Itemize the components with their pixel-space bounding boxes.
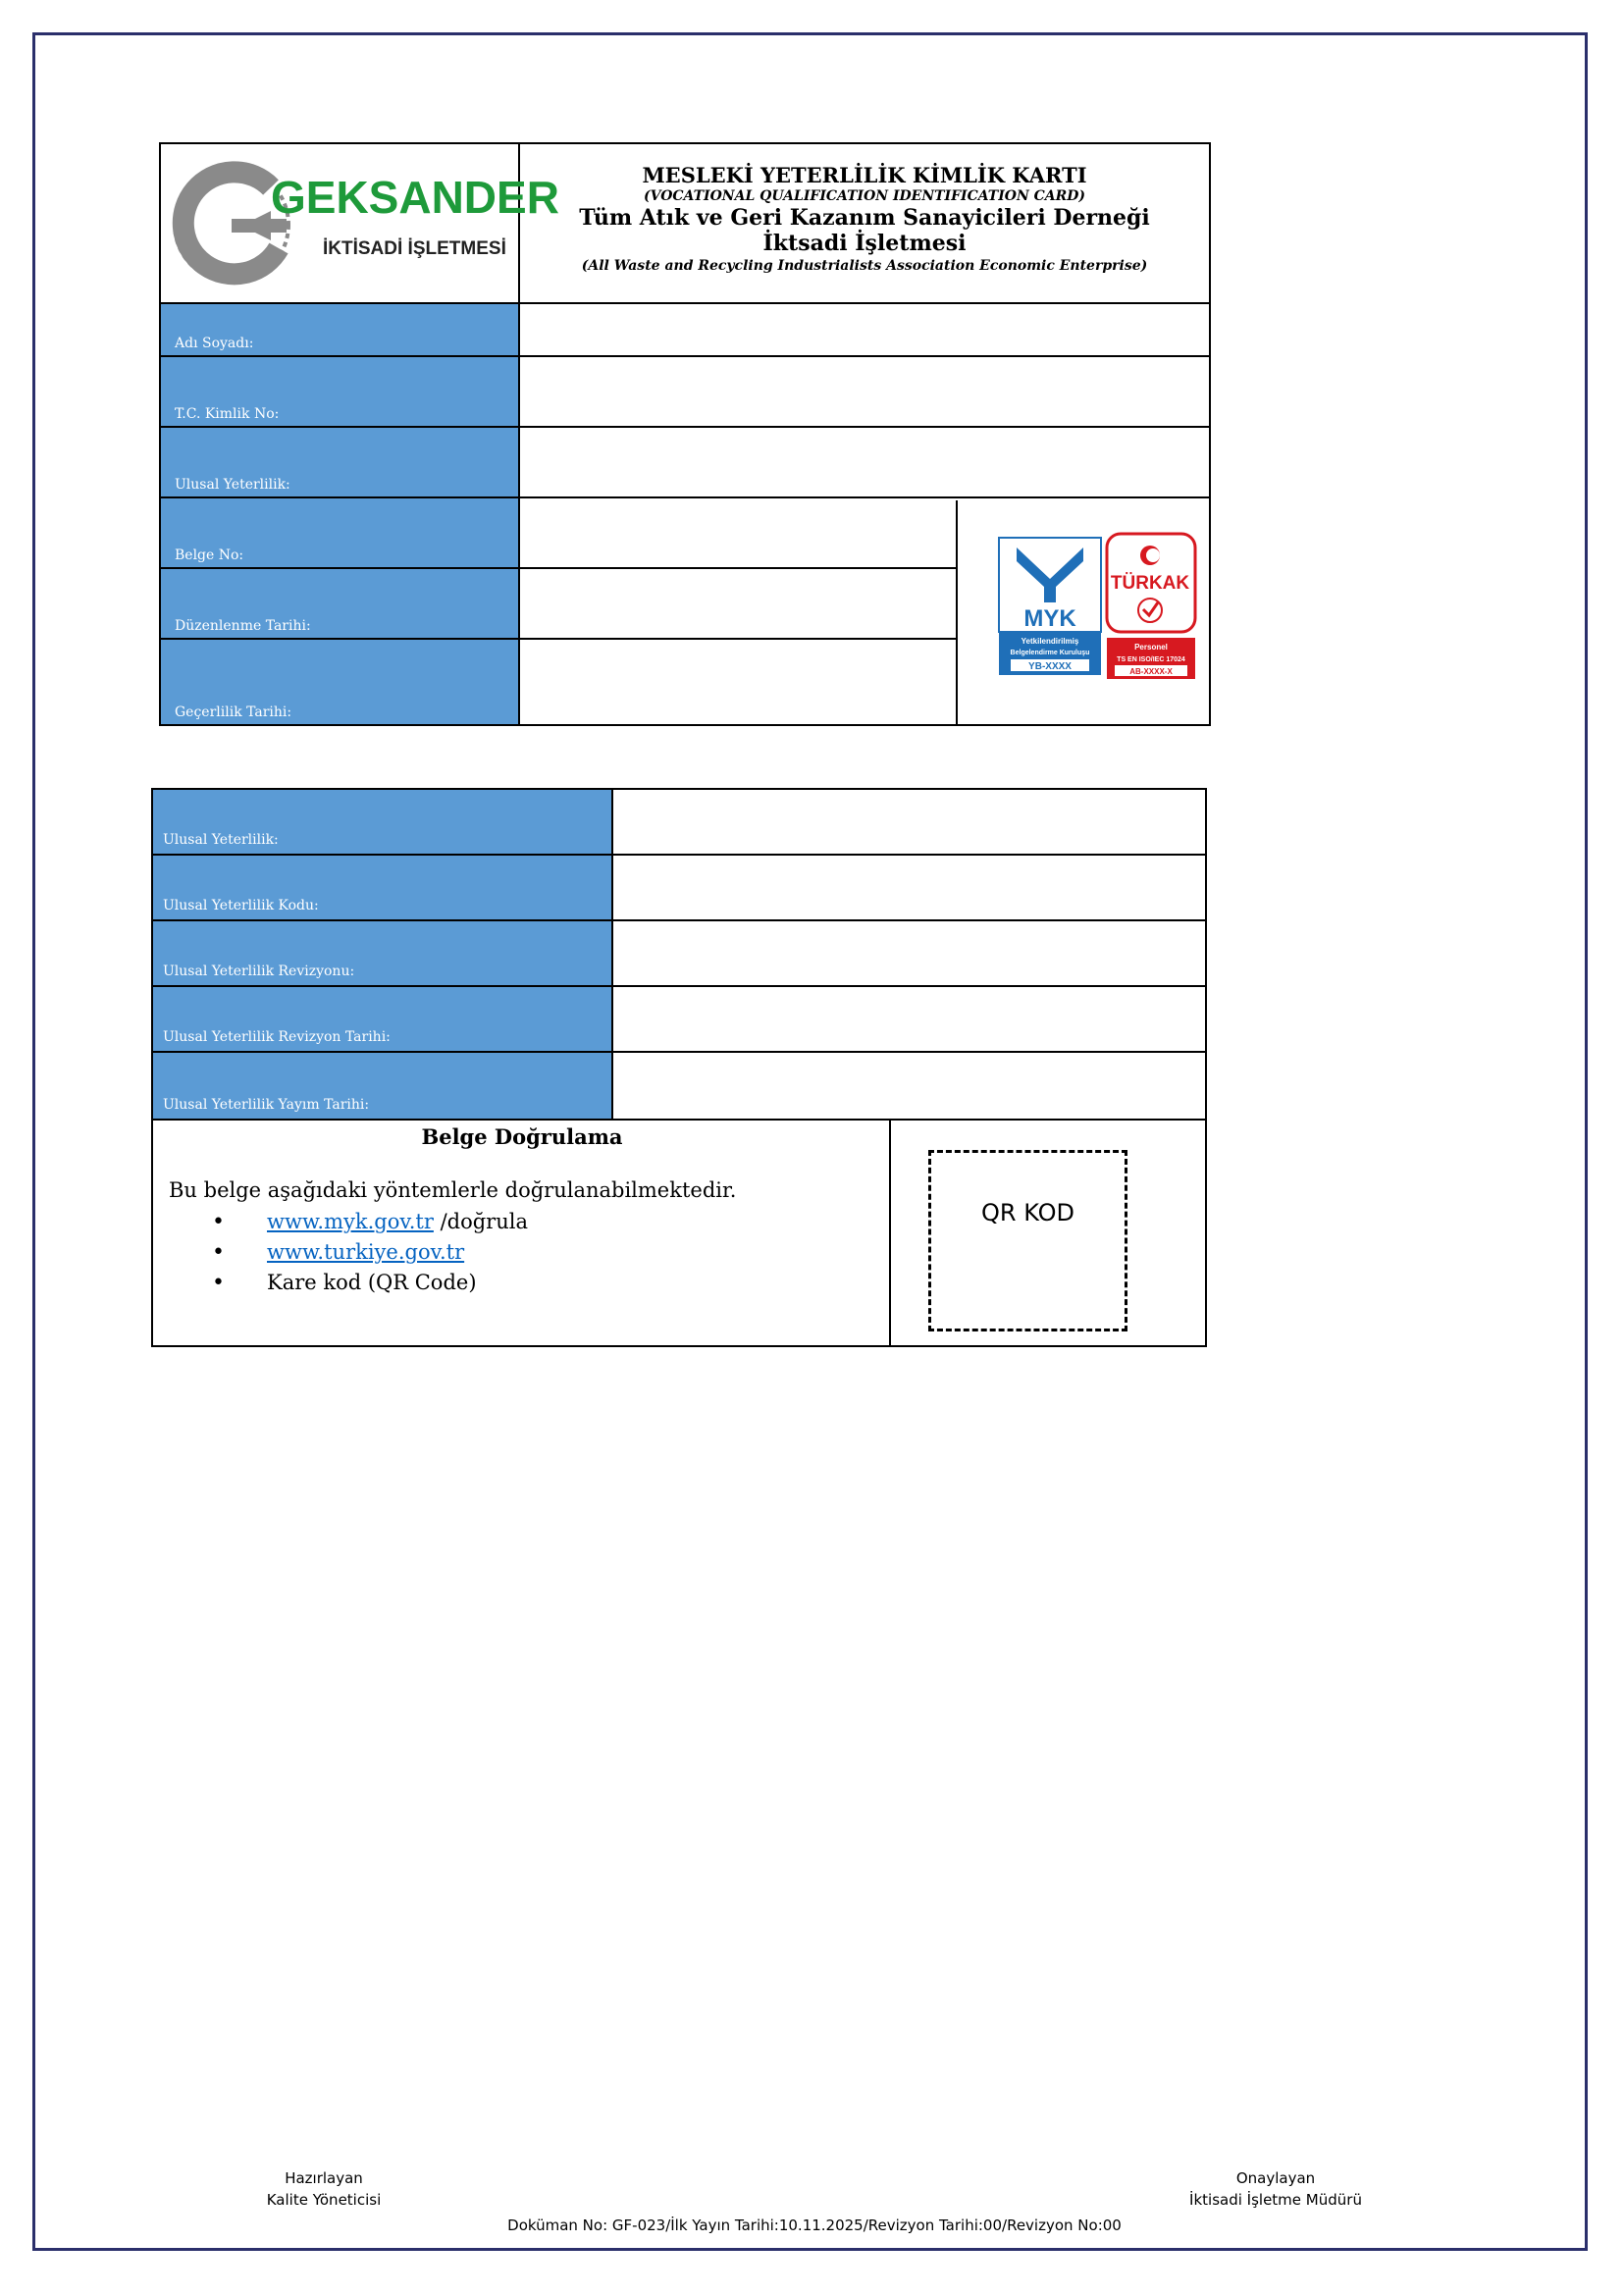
list-item	[212, 1207, 528, 1237]
field-qualification-code	[613, 856, 1205, 921]
logo-sub: İKTİSADİ İŞLETMESİ	[323, 238, 506, 259]
card-title: MESLEKİ YETERLİLİK KİMLİK KARTI	[642, 163, 1087, 187]
qualification-card	[151, 788, 1207, 1347]
turkak-logo	[1107, 534, 1195, 679]
label-name: Adı Soyadı:	[161, 304, 520, 357]
org-name-en: (All Waste and Recycling Industrialists Association Economic Enterprise)	[581, 258, 1148, 274]
myk-link[interactable]: www.myk.gov.tr	[267, 1210, 434, 1233]
verification-title: Belge Doğrulama	[421, 1124, 623, 1149]
field-qualification-revision	[613, 921, 1205, 987]
accreditation-logos	[956, 500, 1211, 726]
field-name	[520, 304, 1209, 357]
label-qualification-revision: Ulusal Yeterlilik Revizyonu:	[153, 921, 613, 987]
svg-text:TÜRKAK: TÜRKAK	[1110, 573, 1190, 594]
card-title-en: (VOCATIONAL QUALIFICATION IDENTIFICATION CARD)	[643, 188, 1086, 204]
myk-logo	[999, 538, 1101, 675]
svg-text:TS EN ISO/IEC 17024: TS EN ISO/IEC 17024	[1117, 656, 1185, 663]
geksander-logo	[161, 144, 559, 304]
svg-text:Yetkilendirilmiş: Yetkilendirilmiş	[1021, 637, 1079, 646]
label-national-qualification: Ulusal Yeterlilik:	[153, 790, 613, 856]
field-national-qualification	[613, 790, 1205, 856]
verification-section	[153, 1121, 891, 1347]
prepared-by-title: Hazırlayan	[285, 2169, 363, 2187]
field-document-no	[520, 498, 956, 569]
identity-card	[159, 142, 1211, 726]
list-item	[212, 1237, 528, 1268]
prepared-by-role: Kalite Yöneticisi	[266, 2191, 382, 2209]
svg-text:MYK: MYK	[1023, 605, 1076, 632]
list-item	[212, 1268, 528, 1298]
field-validity-date	[520, 640, 956, 724]
label-validity-date: Geçerlilik Tarihi:	[161, 640, 520, 724]
field-revision-date	[613, 987, 1205, 1053]
svg-text:YB-XXXX: YB-XXXX	[1028, 661, 1072, 672]
verification-methods	[212, 1207, 528, 1298]
field-publication-date	[613, 1053, 1205, 1121]
label-publication-date: Ulusal Yeterlilik Yayım Tarihi:	[153, 1053, 613, 1121]
prepared-by	[245, 2167, 402, 2211]
label-issue-date: Düzenlenme Tarihi:	[161, 569, 520, 640]
field-issue-date	[520, 569, 956, 640]
card-header	[520, 144, 1209, 304]
field-qualification	[520, 428, 1209, 498]
verification-intro: Bu belge aşağıdaki yöntemlerle doğrulanabilmektedir.	[169, 1178, 737, 1202]
svg-text:Personel: Personel	[1134, 643, 1168, 652]
turkiye-link[interactable]: www.turkiye.gov.tr	[267, 1240, 465, 1264]
field-tc-id	[520, 357, 1209, 428]
qr-label: QR KOD	[981, 1199, 1074, 1226]
label-qualification: Ulusal Yeterlilik:	[161, 428, 520, 498]
org-name: Tüm Atık ve Geri Kazanım Sanayicileri Derneği İktsadi İşletmesi	[579, 205, 1150, 256]
approved-by	[1158, 2167, 1393, 2211]
label-qualification-code: Ulusal Yeterlilik Kodu:	[153, 856, 613, 921]
approved-by-role: İktisadi İşletme Müdürü	[1189, 2191, 1362, 2209]
document-info: Doküman No: GF-023/İlk Yayın Tarihi:10.11.2025/Revizyon Tarihi:00/Revizyon No:00	[507, 2217, 1122, 2234]
approved-by-title: Onaylayan	[1235, 2169, 1316, 2187]
qr-code-placeholder	[928, 1150, 1127, 1331]
logo-name: GEKSANDER	[271, 172, 559, 223]
svg-text:Belgelendirme Kuruluşu: Belgelendirme Kuruluşu	[1010, 650, 1090, 656]
myk-link-suffix: /doğrula	[433, 1210, 528, 1233]
qr-method: Kare kod (QR Code)	[267, 1271, 477, 1294]
label-tc-id: T.C. Kimlik No:	[161, 357, 520, 428]
label-revision-date: Ulusal Yeterlilik Revizyon Tarihi:	[153, 987, 613, 1053]
svg-text:AB-XXXX-X: AB-XXXX-X	[1129, 667, 1173, 676]
qr-cell	[891, 1121, 1205, 1347]
label-document-no: Belge No:	[161, 498, 520, 569]
